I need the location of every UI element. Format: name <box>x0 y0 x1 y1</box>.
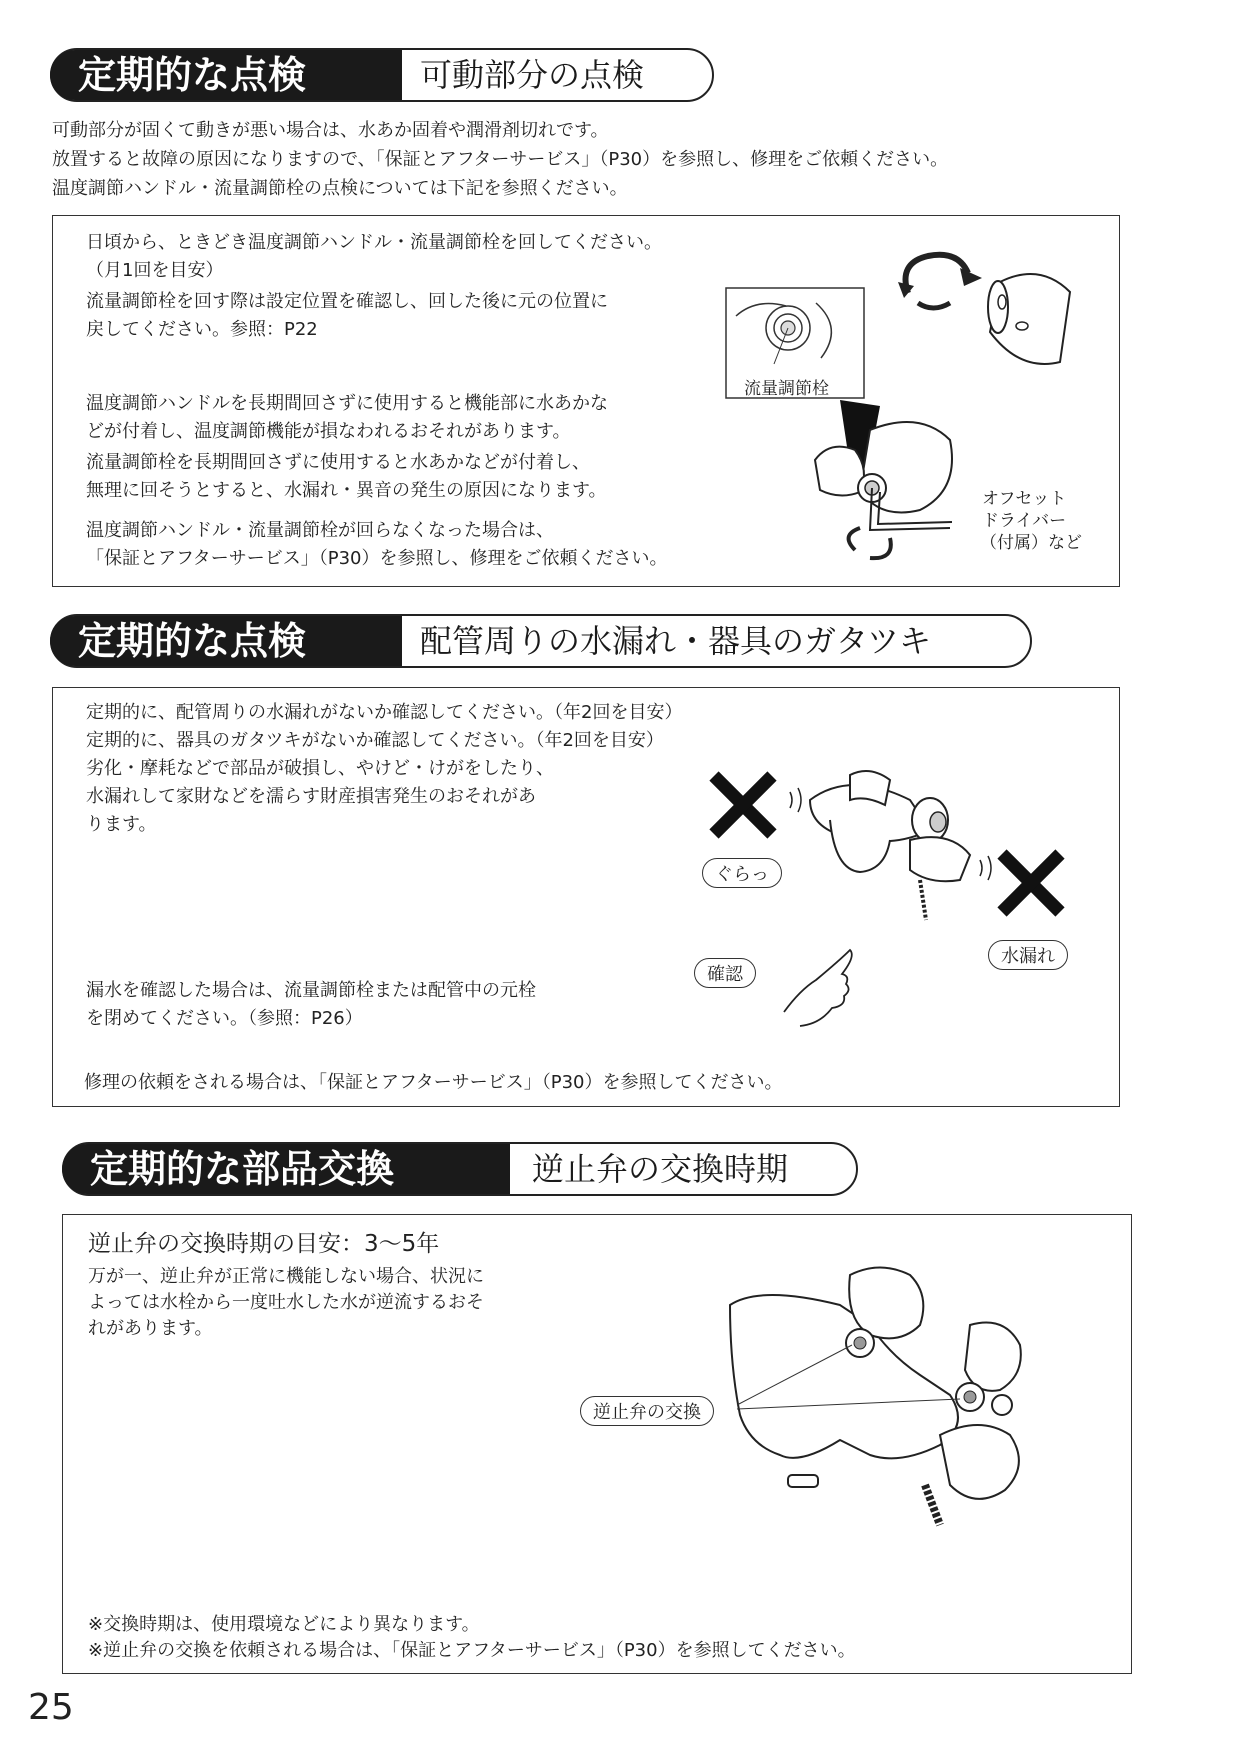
section2-heading-sub: 配管周りの水漏れ・器具のガタツキ <box>420 622 932 660</box>
section1-heading-sub: 可動部分の点検 <box>420 56 645 94</box>
section3-heading-main: 定期的な部品交換 <box>62 1144 510 1194</box>
section1-intro-2: 放置すると故障の原因になりますので、「保証とアフターサービス」（P30）を参照し、修理をご依頼ください。 <box>52 149 949 170</box>
tag-wobble: ぐらっ <box>702 858 782 888</box>
s2-box-line-3: 劣化・摩耗などで部品が破損し、やけど・けがをしたり、 <box>86 758 554 779</box>
rotate-arrow-icon <box>888 238 988 318</box>
s2-box-line-7: を閉めてください。（参照：P26） <box>86 1008 363 1029</box>
s2-box-line-4: 水漏れして家財などを濡らす財産損害発生のおそれがあ <box>86 786 536 807</box>
tag-leak: 水漏れ <box>988 940 1068 970</box>
page-number: 25 <box>28 1687 74 1728</box>
s1-box-line-1: 日頃から、ときどき温度調節ハンドル・流量調節栓を回してください。 <box>86 232 662 253</box>
section2-heading-main: 定期的な点検 <box>50 616 402 666</box>
section1-heading-main: 定期的な点検 <box>50 50 402 100</box>
tag-check: 確認 <box>694 958 756 988</box>
s2-box-line-2: 定期的に、器具のガタツキがないか確認してください。（年2回を目安） <box>86 730 664 751</box>
section1-intro-3: 温度調節ハンドル・流量調節栓の点検については下記を参照ください。 <box>52 178 628 199</box>
s2-box-line-8: 修理の依頼をされる場合は、「保証とアフターサービス」（P30）を参照してください。 <box>84 1072 783 1093</box>
s1-box-line-3: 流量調節栓を回す際は設定位置を確認し、回した後に元の位置に <box>86 291 608 312</box>
s1-box-line-6: どが付着し、温度調節機能が損なわれるおそれがあります。 <box>86 421 571 442</box>
section3-heading-sub: 逆止弁の交換時期 <box>532 1150 789 1188</box>
s1-box-line-9: 温度調節ハンドル・流量調節栓が回らなくなった場合は、 <box>86 520 554 541</box>
pointing-hand-icon <box>780 950 860 1030</box>
s3-note-2: ※逆止弁の交換を依頼される場合は、「保証とアフターサービス」（P30）を参照してください。 <box>88 1640 856 1661</box>
s3-box-line-2: よっては水栓から一度吐水した水が逆流するおそ <box>88 1292 484 1313</box>
s1-box-line-8: 無理に回そうとすると、水漏れ・異音の発生の原因になります。 <box>86 480 607 501</box>
s2-box-line-6: 漏水を確認した場合は、流量調節栓または配管中の元栓 <box>86 980 536 1001</box>
s1-box-line-4: 戻してください。参照：P22 <box>86 319 318 340</box>
driver-label-1: オフセット <box>982 489 1067 509</box>
s3-box-line-1: 万が一、逆止弁が正常に機能しない場合、状況に <box>88 1266 484 1287</box>
s1-box-line-2: （月1回を目安） <box>86 260 224 281</box>
s3-box-title: 逆止弁の交換時期の目安：3〜5年 <box>88 1231 440 1257</box>
faucet-wobble-illustration <box>790 760 990 920</box>
cross-mark-icon <box>996 848 1066 918</box>
driver-label-3: （付属）など <box>980 533 1082 553</box>
section1-intro-1: 可動部分が固くて動きが悪い場合は、水あか固着や潤滑剤切れです。 <box>52 120 609 141</box>
faucet-driver-illustration <box>800 400 980 570</box>
handle-illustration <box>980 262 1080 372</box>
s3-box-line-3: れがあります。 <box>88 1318 213 1339</box>
cross-mark-icon <box>708 770 778 840</box>
faucet-valve-illustration <box>720 1265 1060 1525</box>
s1-box-line-10: 「保証とアフターサービス」（P30）を参照し、修理をご依頼ください。 <box>86 548 668 569</box>
s3-note-1: ※交換時期は、使用環境などにより異なります。 <box>88 1614 480 1635</box>
tag-valve-replacement: 逆止弁の交換 <box>580 1396 714 1426</box>
driver-label-2: ドライバー <box>982 511 1067 531</box>
s1-box-line-5: 温度調節ハンドルを長期間回さずに使用すると機能部に水あかな <box>86 393 608 414</box>
valve-label: 流量調節栓 <box>744 379 829 399</box>
s1-box-line-7: 流量調節栓を長期間回さずに使用すると水あかなどが付着し、 <box>86 452 590 473</box>
s2-box-line-1: 定期的に、配管周りの水漏れがないか確認してください。（年2回を目安） <box>86 702 683 723</box>
s2-box-line-5: ります。 <box>86 814 157 835</box>
